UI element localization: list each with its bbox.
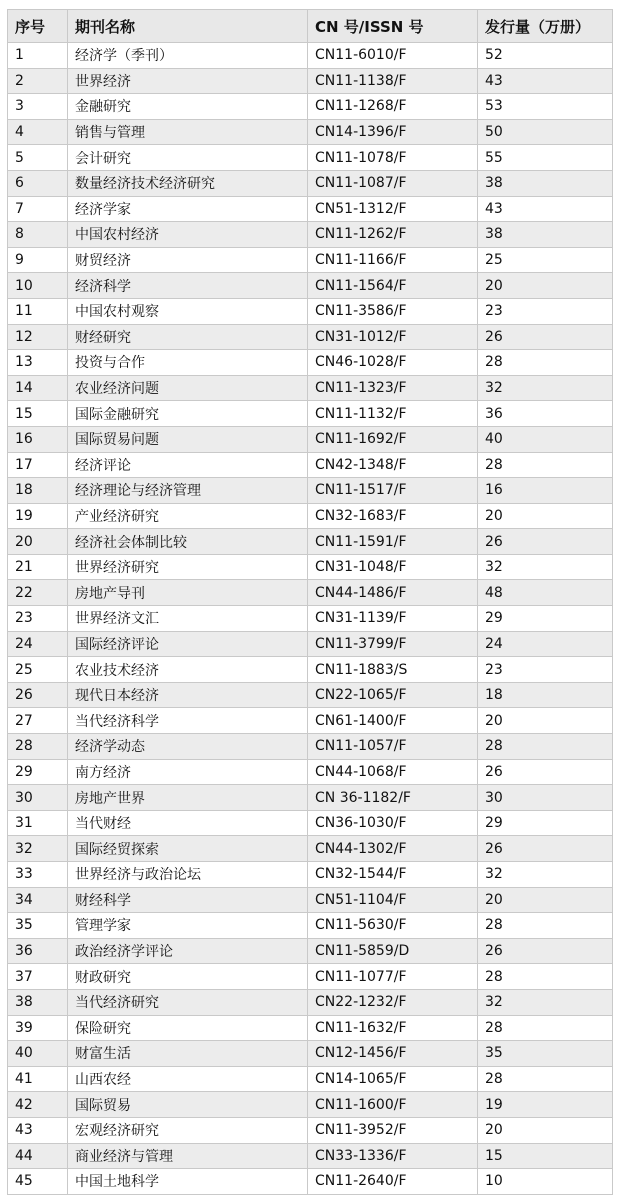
- cell-cn-issn: CN14-1065/F: [308, 1066, 478, 1092]
- table-row: [8, 682, 613, 708]
- cell-journal-name: 财贸经济: [68, 247, 308, 273]
- cell-index: 33: [8, 862, 68, 888]
- cell-circulation: 10: [478, 1169, 613, 1195]
- cell-index: 41: [8, 1066, 68, 1092]
- header-index: 序号: [8, 10, 68, 43]
- cell-circulation: 32: [478, 862, 613, 888]
- cell-index: 12: [8, 324, 68, 350]
- cell-index: 15: [8, 401, 68, 427]
- cell-journal-name: 政治经济学评论: [68, 938, 308, 964]
- cell-circulation: 26: [478, 759, 613, 785]
- cell-circulation: 28: [478, 913, 613, 939]
- cell-journal-name: 经济学家: [68, 196, 308, 222]
- cell-journal-name: 国际经济评论: [68, 631, 308, 657]
- table-row: [8, 222, 613, 248]
- cell-journal-name: 中国农村经济: [68, 222, 308, 248]
- cell-index: 5: [8, 145, 68, 171]
- cell-cn-issn: CN33-1336/F: [308, 1143, 478, 1169]
- cell-circulation: 55: [478, 145, 613, 171]
- cell-cn-issn: CN11-1132/F: [308, 401, 478, 427]
- cell-circulation: 43: [478, 68, 613, 94]
- cell-journal-name: 金融研究: [68, 94, 308, 120]
- cell-index: 26: [8, 682, 68, 708]
- cell-cn-issn: CN11-1323/F: [308, 375, 478, 401]
- cell-cn-issn: CN32-1683/F: [308, 503, 478, 529]
- cell-index: 27: [8, 708, 68, 734]
- cell-cn-issn: CN11-1262/F: [308, 222, 478, 248]
- table-row: [8, 68, 613, 94]
- table-row: [8, 657, 613, 683]
- cell-index: 44: [8, 1143, 68, 1169]
- cell-circulation: 38: [478, 222, 613, 248]
- table-row: [8, 94, 613, 120]
- cell-circulation: 28: [478, 350, 613, 376]
- table-row: [8, 196, 613, 222]
- cell-circulation: 40: [478, 426, 613, 452]
- cell-circulation: 28: [478, 452, 613, 478]
- cell-cn-issn: CN42-1348/F: [308, 452, 478, 478]
- cell-journal-name: 房地产导刊: [68, 580, 308, 606]
- cell-cn-issn: CN11-1087/F: [308, 170, 478, 196]
- cell-index: 17: [8, 452, 68, 478]
- cell-cn-issn: CN11-3799/F: [308, 631, 478, 657]
- cell-journal-name: 国际贸易: [68, 1092, 308, 1118]
- cell-journal-name: 财经科学: [68, 887, 308, 913]
- table-row: [8, 1169, 613, 1195]
- header-journal-name: 期刊名称: [68, 10, 308, 43]
- cell-circulation: 28: [478, 1015, 613, 1041]
- cell-circulation: 36: [478, 401, 613, 427]
- cell-journal-name: 房地产世界: [68, 785, 308, 811]
- cell-index: 29: [8, 759, 68, 785]
- cell-index: 22: [8, 580, 68, 606]
- cell-journal-name: 销售与管理: [68, 119, 308, 145]
- table-row: [8, 401, 613, 427]
- cell-journal-name: 中国农村观察: [68, 298, 308, 324]
- cell-journal-name: 经济评论: [68, 452, 308, 478]
- table-row: [8, 938, 613, 964]
- cell-circulation: 48: [478, 580, 613, 606]
- cell-cn-issn: CN46-1028/F: [308, 350, 478, 376]
- cell-journal-name: 商业经济与管理: [68, 1143, 308, 1169]
- cell-cn-issn: CN61-1400/F: [308, 708, 478, 734]
- cell-index: 9: [8, 247, 68, 273]
- cell-index: 37: [8, 964, 68, 990]
- table-row: [8, 734, 613, 760]
- table-row: [8, 298, 613, 324]
- cell-cn-issn: CN32-1544/F: [308, 862, 478, 888]
- table-row: [8, 1117, 613, 1143]
- cell-journal-name: 世界经济文汇: [68, 606, 308, 632]
- table-row: [8, 631, 613, 657]
- table-row: [8, 119, 613, 145]
- cell-circulation: 32: [478, 554, 613, 580]
- cell-cn-issn: CN11-1883/S: [308, 657, 478, 683]
- cell-index: 36: [8, 938, 68, 964]
- journal-table: [7, 9, 613, 1195]
- table-row: [8, 1015, 613, 1041]
- cell-cn-issn: CN11-5859/D: [308, 938, 478, 964]
- table-row: [8, 759, 613, 785]
- cell-circulation: 35: [478, 1041, 613, 1067]
- cell-index: 2: [8, 68, 68, 94]
- cell-index: 8: [8, 222, 68, 248]
- cell-index: 1: [8, 43, 68, 69]
- cell-journal-name: 管理学家: [68, 913, 308, 939]
- cell-cn-issn: CN51-1104/F: [308, 887, 478, 913]
- cell-journal-name: 世界经济: [68, 68, 308, 94]
- table-row: [8, 273, 613, 299]
- cell-journal-name: 经济科学: [68, 273, 308, 299]
- table-row: [8, 1092, 613, 1118]
- table-row: [8, 810, 613, 836]
- cell-circulation: 28: [478, 964, 613, 990]
- cell-journal-name: 经济学（季刊）: [68, 43, 308, 69]
- cell-index: 23: [8, 606, 68, 632]
- cell-circulation: 32: [478, 375, 613, 401]
- cell-journal-name: 国际贸易问题: [68, 426, 308, 452]
- table-row: [8, 964, 613, 990]
- table-row: [8, 606, 613, 632]
- cell-index: 19: [8, 503, 68, 529]
- cell-index: 25: [8, 657, 68, 683]
- cell-journal-name: 财经研究: [68, 324, 308, 350]
- cell-cn-issn: CN11-1564/F: [308, 273, 478, 299]
- table-row: [8, 862, 613, 888]
- cell-circulation: 20: [478, 503, 613, 529]
- cell-cn-issn: CN44-1068/F: [308, 759, 478, 785]
- cell-journal-name: 保险研究: [68, 1015, 308, 1041]
- cell-circulation: 16: [478, 478, 613, 504]
- cell-index: 21: [8, 554, 68, 580]
- cell-circulation: 20: [478, 708, 613, 734]
- header-circulation: 发行量（万册）: [478, 10, 613, 43]
- cell-circulation: 25: [478, 247, 613, 273]
- cell-cn-issn: CN11-1517/F: [308, 478, 478, 504]
- table-row: [8, 989, 613, 1015]
- cell-cn-issn: CN31-1012/F: [308, 324, 478, 350]
- cell-index: 4: [8, 119, 68, 145]
- cell-journal-name: 经济理论与经济管理: [68, 478, 308, 504]
- cell-circulation: 26: [478, 324, 613, 350]
- cell-journal-name: 农业经济问题: [68, 375, 308, 401]
- cell-cn-issn: CN31-1139/F: [308, 606, 478, 632]
- table-row: [8, 836, 613, 862]
- cell-circulation: 50: [478, 119, 613, 145]
- cell-cn-issn: CN11-3586/F: [308, 298, 478, 324]
- cell-cn-issn: CN 36-1182/F: [308, 785, 478, 811]
- cell-circulation: 52: [478, 43, 613, 69]
- cell-journal-name: 现代日本经济: [68, 682, 308, 708]
- cell-index: 31: [8, 810, 68, 836]
- cell-index: 39: [8, 1015, 68, 1041]
- cell-cn-issn: CN51-1312/F: [308, 196, 478, 222]
- cell-circulation: 30: [478, 785, 613, 811]
- table-row: [8, 913, 613, 939]
- cell-cn-issn: CN11-1138/F: [308, 68, 478, 94]
- cell-circulation: 28: [478, 1066, 613, 1092]
- cell-index: 35: [8, 913, 68, 939]
- cell-circulation: 19: [478, 1092, 613, 1118]
- cell-circulation: 20: [478, 887, 613, 913]
- table-row: [8, 785, 613, 811]
- table-row: [8, 452, 613, 478]
- cell-cn-issn: CN11-1077/F: [308, 964, 478, 990]
- cell-journal-name: 财政研究: [68, 964, 308, 990]
- cell-cn-issn: CN11-1268/F: [308, 94, 478, 120]
- table-body: [8, 43, 613, 1195]
- cell-journal-name: 数量经济技术经济研究: [68, 170, 308, 196]
- table-row: [8, 887, 613, 913]
- cell-index: 34: [8, 887, 68, 913]
- cell-journal-name: 国际经贸探索: [68, 836, 308, 862]
- cell-index: 10: [8, 273, 68, 299]
- cell-journal-name: 农业技术经济: [68, 657, 308, 683]
- cell-index: 45: [8, 1169, 68, 1195]
- cell-cn-issn: CN11-5630/F: [308, 913, 478, 939]
- table-row: [8, 324, 613, 350]
- header-cn-issn: CN 号/ISSN 号: [308, 10, 478, 43]
- table-row: [8, 170, 613, 196]
- table-row: [8, 1066, 613, 1092]
- cell-index: 28: [8, 734, 68, 760]
- cell-cn-issn: CN11-1078/F: [308, 145, 478, 171]
- table-row: [8, 478, 613, 504]
- cell-cn-issn: CN11-1057/F: [308, 734, 478, 760]
- cell-cn-issn: CN44-1486/F: [308, 580, 478, 606]
- cell-index: 18: [8, 478, 68, 504]
- cell-index: 13: [8, 350, 68, 376]
- cell-circulation: 26: [478, 938, 613, 964]
- cell-journal-name: 会计研究: [68, 145, 308, 171]
- cell-cn-issn: CN11-3952/F: [308, 1117, 478, 1143]
- table-row: [8, 1143, 613, 1169]
- table-row: [8, 708, 613, 734]
- cell-circulation: 38: [478, 170, 613, 196]
- cell-journal-name: 当代财经: [68, 810, 308, 836]
- cell-circulation: 20: [478, 273, 613, 299]
- cell-index: 16: [8, 426, 68, 452]
- cell-cn-issn: CN22-1065/F: [308, 682, 478, 708]
- cell-journal-name: 山西农经: [68, 1066, 308, 1092]
- cell-circulation: 26: [478, 836, 613, 862]
- cell-circulation: 28: [478, 734, 613, 760]
- cell-circulation: 24: [478, 631, 613, 657]
- cell-cn-issn: CN11-1692/F: [308, 426, 478, 452]
- cell-journal-name: 中国土地科学: [68, 1169, 308, 1195]
- cell-cn-issn: CN11-6010/F: [308, 43, 478, 69]
- cell-circulation: 20: [478, 1117, 613, 1143]
- cell-cn-issn: CN14-1396/F: [308, 119, 478, 145]
- cell-cn-issn: CN44-1302/F: [308, 836, 478, 862]
- table-row: [8, 145, 613, 171]
- cell-circulation: 32: [478, 989, 613, 1015]
- table-row: [8, 529, 613, 555]
- cell-cn-issn: CN12-1456/F: [308, 1041, 478, 1067]
- table-row: [8, 1041, 613, 1067]
- cell-circulation: 26: [478, 529, 613, 555]
- cell-circulation: 23: [478, 298, 613, 324]
- cell-index: 20: [8, 529, 68, 555]
- cell-cn-issn: CN11-2640/F: [308, 1169, 478, 1195]
- table-row: [8, 247, 613, 273]
- cell-journal-name: 经济学动态: [68, 734, 308, 760]
- cell-journal-name: 当代经济科学: [68, 708, 308, 734]
- table-row: [8, 375, 613, 401]
- cell-index: 43: [8, 1117, 68, 1143]
- cell-journal-name: 世界经济研究: [68, 554, 308, 580]
- cell-circulation: 29: [478, 606, 613, 632]
- cell-circulation: 43: [478, 196, 613, 222]
- cell-index: 24: [8, 631, 68, 657]
- table-row: [8, 554, 613, 580]
- cell-index: 14: [8, 375, 68, 401]
- cell-circulation: 29: [478, 810, 613, 836]
- table-row: [8, 43, 613, 69]
- cell-circulation: 15: [478, 1143, 613, 1169]
- cell-cn-issn: CN11-1632/F: [308, 1015, 478, 1041]
- table-row: [8, 580, 613, 606]
- cell-journal-name: 南方经济: [68, 759, 308, 785]
- cell-index: 6: [8, 170, 68, 196]
- cell-cn-issn: CN11-1600/F: [308, 1092, 478, 1118]
- cell-circulation: 53: [478, 94, 613, 120]
- table-row: [8, 503, 613, 529]
- cell-journal-name: 当代经济研究: [68, 989, 308, 1015]
- cell-index: 38: [8, 989, 68, 1015]
- cell-index: 30: [8, 785, 68, 811]
- table-header-row: [8, 10, 613, 43]
- cell-circulation: 23: [478, 657, 613, 683]
- cell-index: 7: [8, 196, 68, 222]
- cell-index: 3: [8, 94, 68, 120]
- table-row: [8, 426, 613, 452]
- cell-cn-issn: CN31-1048/F: [308, 554, 478, 580]
- cell-cn-issn: CN22-1232/F: [308, 989, 478, 1015]
- cell-journal-name: 产业经济研究: [68, 503, 308, 529]
- cell-journal-name: 投资与合作: [68, 350, 308, 376]
- cell-journal-name: 财富生活: [68, 1041, 308, 1067]
- cell-index: 11: [8, 298, 68, 324]
- cell-circulation: 18: [478, 682, 613, 708]
- cell-journal-name: 宏观经济研究: [68, 1117, 308, 1143]
- cell-cn-issn: CN11-1166/F: [308, 247, 478, 273]
- cell-index: 42: [8, 1092, 68, 1118]
- cell-journal-name: 世界经济与政治论坛: [68, 862, 308, 888]
- cell-index: 40: [8, 1041, 68, 1067]
- cell-cn-issn: CN11-1591/F: [308, 529, 478, 555]
- cell-journal-name: 国际金融研究: [68, 401, 308, 427]
- table-row: [8, 350, 613, 376]
- cell-cn-issn: CN36-1030/F: [308, 810, 478, 836]
- cell-index: 32: [8, 836, 68, 862]
- cell-journal-name: 经济社会体制比较: [68, 529, 308, 555]
